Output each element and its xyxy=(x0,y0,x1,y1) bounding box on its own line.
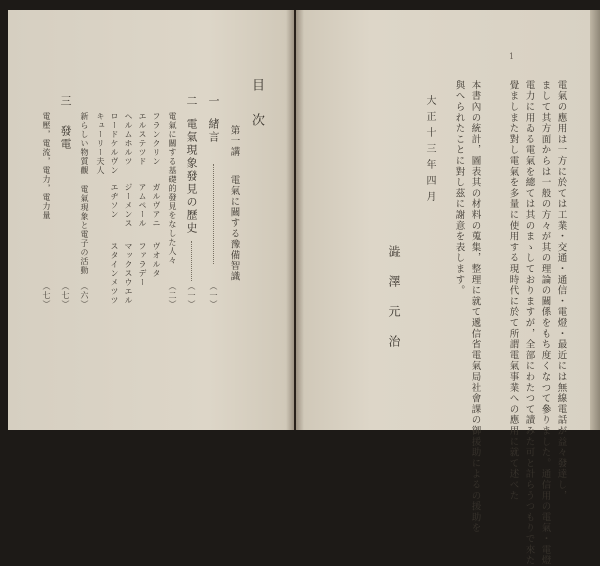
toc-section-number: 二 xyxy=(185,95,198,108)
toc-leader xyxy=(187,235,195,281)
preface-author: 澁澤元治 xyxy=(387,245,401,365)
preface-page xyxy=(296,10,596,430)
toc-person: ガルヴアニ xyxy=(152,183,161,228)
preface-line: 覺ましまた對し電氣を多量に使用する現時代に於て所謂電氣事業への應用に就て述べた xyxy=(507,80,519,502)
toc-page-ref: （七） xyxy=(42,282,51,309)
toc-title: 目次 xyxy=(249,78,264,148)
toc-person: ヘルムホルツ xyxy=(124,112,133,166)
toc-person: フランクリン xyxy=(152,112,161,166)
page-edge xyxy=(590,10,600,430)
book-gutter xyxy=(286,10,304,430)
toc-person: ヴオルタ xyxy=(152,242,161,278)
toc-subsection-subtitle: 電氣現象と電子の活動 xyxy=(80,185,89,275)
toc-leader xyxy=(209,158,217,264)
toc-section-number: 一 xyxy=(207,95,220,108)
toc-page-ref: （二） xyxy=(168,282,177,309)
toc-page-ref: （六） xyxy=(80,282,89,309)
toc-person: キューリー夫人 xyxy=(96,112,105,175)
toc-section-title: 電氣現象發見の歷史 xyxy=(185,118,198,235)
toc-person: エヂソン xyxy=(110,183,119,219)
preface-line: まして其方面からは一般の方々が其の理論の關係をもち度くなつて參りました。通信用の電氣・電燈 xyxy=(539,80,551,566)
preface-line: 與へられたことに對し茲に謝意を表します。 xyxy=(453,80,465,296)
toc-person: ジーメンス xyxy=(124,183,133,228)
toc-person: スタインメツツ xyxy=(110,242,119,305)
toc-person: ファラデー xyxy=(138,242,147,287)
toc-section-title: 發電 xyxy=(59,125,72,151)
preface-line: 電氣の應用は一方に於ては工業・交通・通信・電燈・最近には無線電話が益々發達し， xyxy=(555,80,567,502)
toc-person: アムペール xyxy=(138,183,147,228)
toc-subsection-title: 新らしい物質觀 xyxy=(80,112,89,175)
toc-person: マックスウエル xyxy=(124,242,133,305)
toc-person: エルステツド xyxy=(138,112,147,166)
toc-subsection-title: 電壓，電流，電力，電力量 xyxy=(42,112,51,220)
toc-page-ref: （一） xyxy=(187,282,196,309)
contents-page xyxy=(8,10,294,430)
toc-lecture-label: 第一講 xyxy=(228,125,240,158)
toc-page-ref: （一） xyxy=(209,282,218,309)
toc-section-title: 緒言 xyxy=(207,118,220,144)
preface-line: 電力に用ゐる電氣を總ては其のまゝしておりますが，全部にわたつて讀みた可と計らうつもりで來た xyxy=(523,80,535,566)
preface-line: 本書內の統計，圖表其の材料の蒐集，整理に就て遞信省電氣局社會課の御援助によるの援助を xyxy=(469,80,481,534)
page-number: 1 xyxy=(509,52,515,61)
toc-page-ref: （七） xyxy=(61,282,70,309)
toc-subsection-title: 電氣に關する基礎的發見をなした人々 xyxy=(168,112,177,265)
preface-date: 大正十三年四月 xyxy=(424,95,435,207)
toc-person: ロードケルヴン xyxy=(110,112,119,175)
toc-section-number: 三 xyxy=(59,95,72,108)
toc-lecture-title: 電氣に關する豫備智識 xyxy=(228,175,240,282)
